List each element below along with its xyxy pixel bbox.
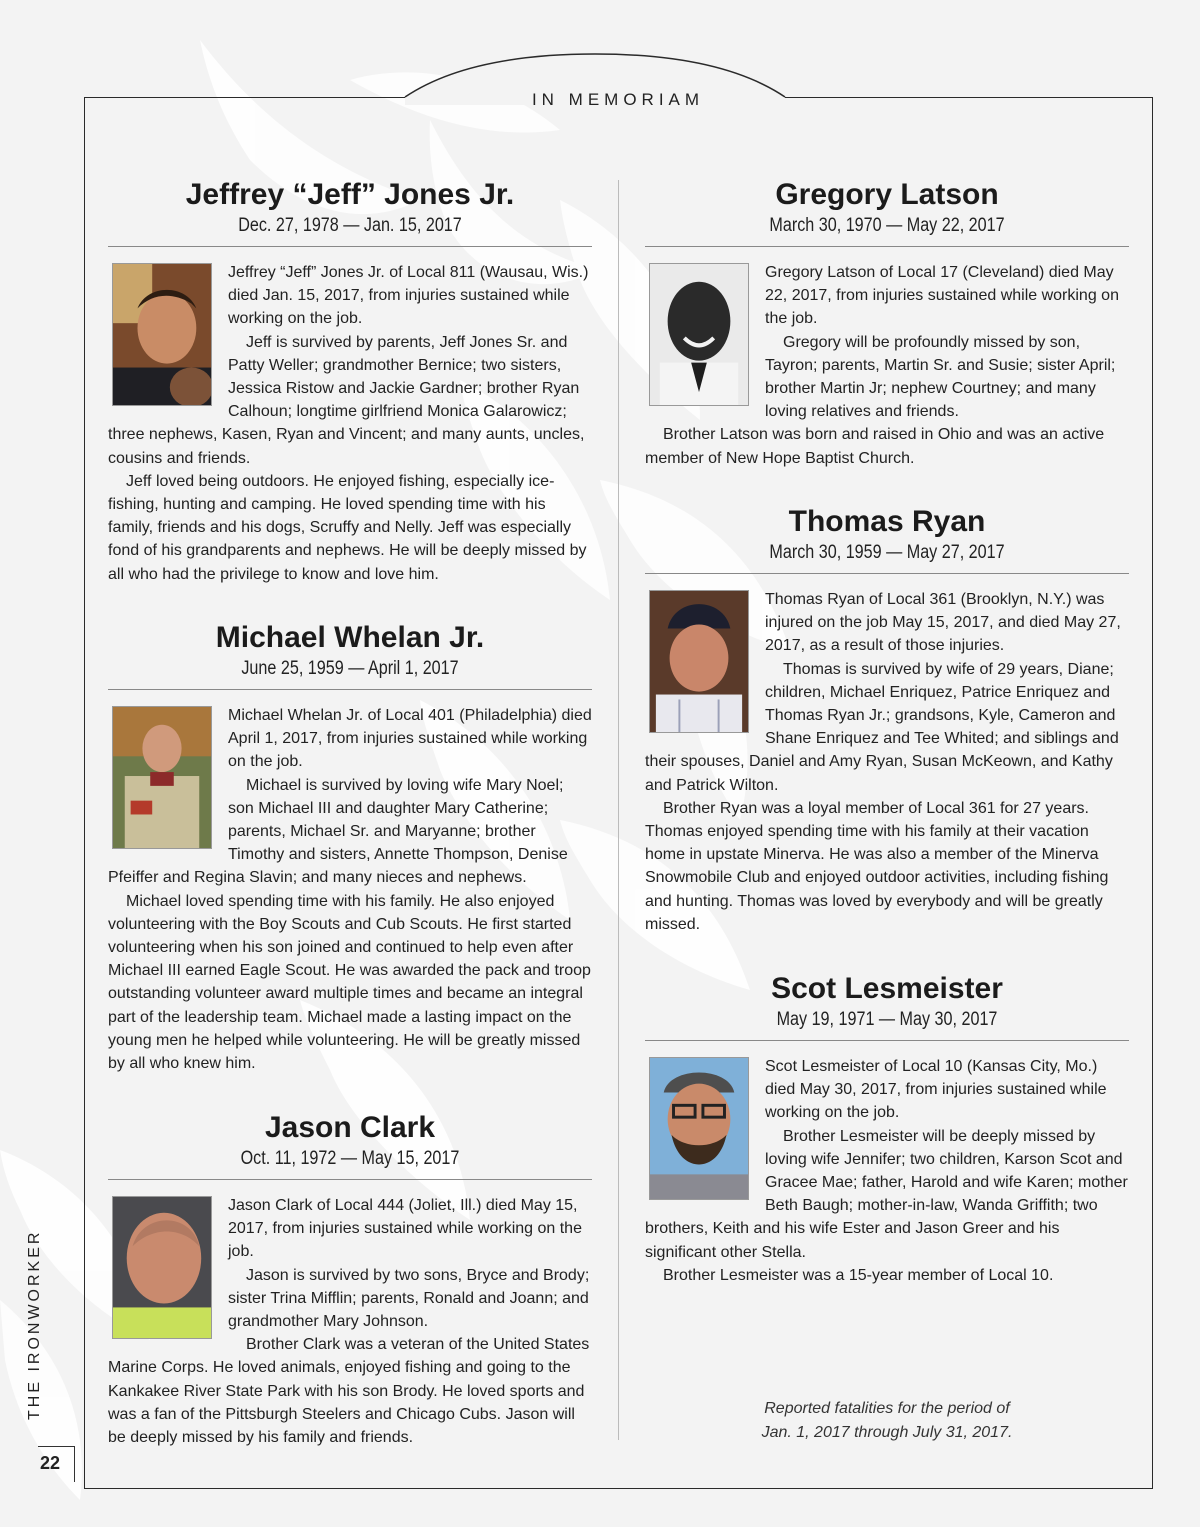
memorial-paragraph: Michael loved spending time with his family. He also enjoyed volunteering with the Boy Scouts and Cub Scouts. He first started volunteering when his son joined and continued to help even after Michael III earned Eagle Scout. He was awarded the pack and troop outstanding volunteer award multiple times and became an integral part of the leadership team. Michael made a lasting impact on the young men he helped while volunteering. He will be greatly missed by all who knew him. <box>108 892 591 1073</box>
portrait-photo <box>649 1057 749 1200</box>
memorial-entry <box>108 178 592 586</box>
divider-rule <box>108 1179 592 1180</box>
memorial-paragraph: Jeffrey “Jeff” Jones Jr. of Local 811 (Wausau, Wis.) died Jan. 15, 2017, from injuries sustained while working on the job. <box>228 264 589 328</box>
memorial-paragraph: Thomas Ryan of Local 361 (Brooklyn, N.Y.) was injured on the job May 15, 2017, and died May 27, 2017, as a result of those injuries. <box>765 591 1121 655</box>
memorial-paragraph: Thomas is survived by wife of 29 years, Diane; children, Michael Enriquez, Patrice Enriquez and Thomas Ryan Jr.; grandsons, Kyle, Cameron and Shane Enriquez and Tee Whited; and siblings and their spouses, Daniel and Amy Ryan, Susan McKeown, and Kathy and Patrick Wilton. <box>645 660 1119 794</box>
divider-rule <box>645 1040 1129 1041</box>
portrait-photo <box>112 1196 212 1339</box>
portrait-photo <box>112 706 212 849</box>
divider-rule <box>645 246 1129 247</box>
memorial-dates: Dec. 27, 1978 — Jan. 15, 2017 <box>238 215 462 236</box>
memorial-dates: June 25, 1959 — April 1, 2017 <box>241 658 459 679</box>
divider-rule <box>108 689 592 690</box>
memorial-paragraph: Brother Lesmeister will be deeply missed by loving wife Jennifer; two children, Karson Scot and Gracee Mae; father, Harold and wife Karen; mother Beth Baugh; mother-in-law, Wanda Griffith; two brothers, Keith and his wife Ester and Jason Greer and his significant other Stella. <box>645 1127 1128 1261</box>
memorial-paragraph: Brother Ryan was a loyal member of Local 361 for 27 years. Thomas enjoyed spending time with his family at their vacation home in upstate Minerva. He was also a member of the Minerva Snowmobile Club and enjoyed outdoor activities, including fishing and hunting. Thomas was loved by everybody and will be greatly missed. <box>645 799 1109 933</box>
memorial-paragraph: Michael is survived by loving wife Mary Noel; son Michael III and daughter Mary Catherine; parents, Michael Sr. and Maryanne; brother Timothy and sisters, Annette Thompson, Denise Pfeiffer and Regina Slavin; and many nieces and nephews. <box>108 776 568 887</box>
memorial-paragraph: Gregory will be profoundly missed by son, Tayron; parents, Martin Sr. and Susie; sister April; brother Martin Jr; nephew Courtney; and many loving relatives and friends. <box>765 333 1116 421</box>
memorial-name: Scot Lesmeister <box>771 972 1003 1005</box>
divider-rule <box>108 246 592 247</box>
portrait-photo <box>649 590 749 733</box>
memorial-dates: May 19, 1971 — May 30, 2017 <box>776 1009 998 1030</box>
memorial-dates: March 30, 1959 — May 27, 2017 <box>769 542 1005 563</box>
memorial-entry <box>108 1111 592 1449</box>
footnote-line: Reported fatalities for the period of <box>764 1400 1010 1417</box>
memorial-paragraph: Jason is survived by two sons, Bryce and Brody; sister Trina Mifflin; parents, Ronald and Joann; and grandmother Mary Johnson. <box>228 1266 590 1331</box>
memorial-text <box>645 261 1129 470</box>
memorial-paragraph: Gregory Latson of Local 17 (Cleveland) died May 22, 2017, from injuries sustained while working on the job. <box>765 264 1119 328</box>
page-number-rule <box>74 1446 75 1482</box>
memorial-text <box>108 1194 592 1449</box>
memorial-paragraph: Michael Whelan Jr. of Local 401 (Philadelphia) died April 1, 2017, from injuries sustained while working on the job. <box>228 707 592 771</box>
memorial-name: Thomas Ryan <box>788 505 986 538</box>
memorial-text <box>108 704 592 1075</box>
memorial-text <box>645 588 1129 936</box>
footnote-line: Jan. 1, 2017 through July 31, 2017. <box>761 1424 1013 1441</box>
portrait-photo <box>649 263 749 406</box>
memorial-paragraph: Brother Lesmeister was a 15-year member of Local 10. <box>663 1266 1054 1284</box>
memorial-paragraph: Brother Clark was a veteran of the United States Marine Corps. He loved animals, enjoyed fishing and going to the Kankakee River State Park with his son Brody. He loved sports and was a fan of the Pittsburgh Steelers and Chicago Cubs. Jason will be deeply missed by his family and friends. <box>108 1336 590 1447</box>
memorial-text <box>645 1055 1129 1287</box>
publication-title: THE IRONWORKER <box>26 1229 43 1420</box>
memorial-dates: Oct. 11, 1972 — May 15, 2017 <box>240 1148 460 1169</box>
page-header: IN MEMORIAM <box>531 90 705 109</box>
memorial-name: Gregory Latson <box>775 178 999 211</box>
memorial-name: Jason Clark <box>264 1111 436 1144</box>
page-number: 22 <box>40 1453 61 1473</box>
memorial-text <box>108 261 592 586</box>
column-divider <box>618 180 619 1440</box>
fatalities-footnote <box>645 1397 1129 1445</box>
memorial-paragraph: Jason Clark of Local 444 (Joliet, Ill.) died May 15, 2017, from injuries sustained while working on the job. <box>228 1197 582 1261</box>
memorial-paragraph: Scot Lesmeister of Local 10 (Kansas City, Mo.) died May 30, 2017, from injuries sustained while working on the job. <box>765 1058 1107 1122</box>
memorial-entry <box>108 621 592 1075</box>
memorial-paragraph: Jeff is survived by parents, Jeff Jones Sr. and Patty Weller; grandmother Bernice; two sisters, Jessica Ristow and Jackie Gardner; brother Ryan Calhoun; longtime girlfriend Monica Galarowicz; three nephews, Kasen, Ryan and Vincent; and many aunts, uncles, cousins and friends. <box>108 333 585 467</box>
memorial-paragraph: Brother Latson was born and raised in Ohio and was an active member of New Hope Baptist Church. <box>645 426 1105 467</box>
memorial-dates: March 30, 1970 — May 22, 2017 <box>769 215 1005 236</box>
divider-rule <box>645 573 1129 574</box>
memorial-entry <box>645 972 1129 1287</box>
memorial-entry <box>645 505 1129 936</box>
portrait-photo <box>112 263 212 406</box>
memorial-name: Michael Whelan Jr. <box>215 621 485 654</box>
memorial-entry <box>645 178 1129 470</box>
memorial-name: Jeffrey “Jeff” Jones Jr. <box>185 178 515 211</box>
memorial-paragraph: Jeff loved being outdoors. He enjoyed fishing, especially ice-fishing, hunting and camping. He loved spending time with his family, friends and his dogs, Scruffy and Nelly. Jeff was especially fond of his grandparents and nephews. He will be deeply missed by all who had the privilege to know and love him. <box>108 472 587 583</box>
page-number-rule <box>38 1446 74 1447</box>
